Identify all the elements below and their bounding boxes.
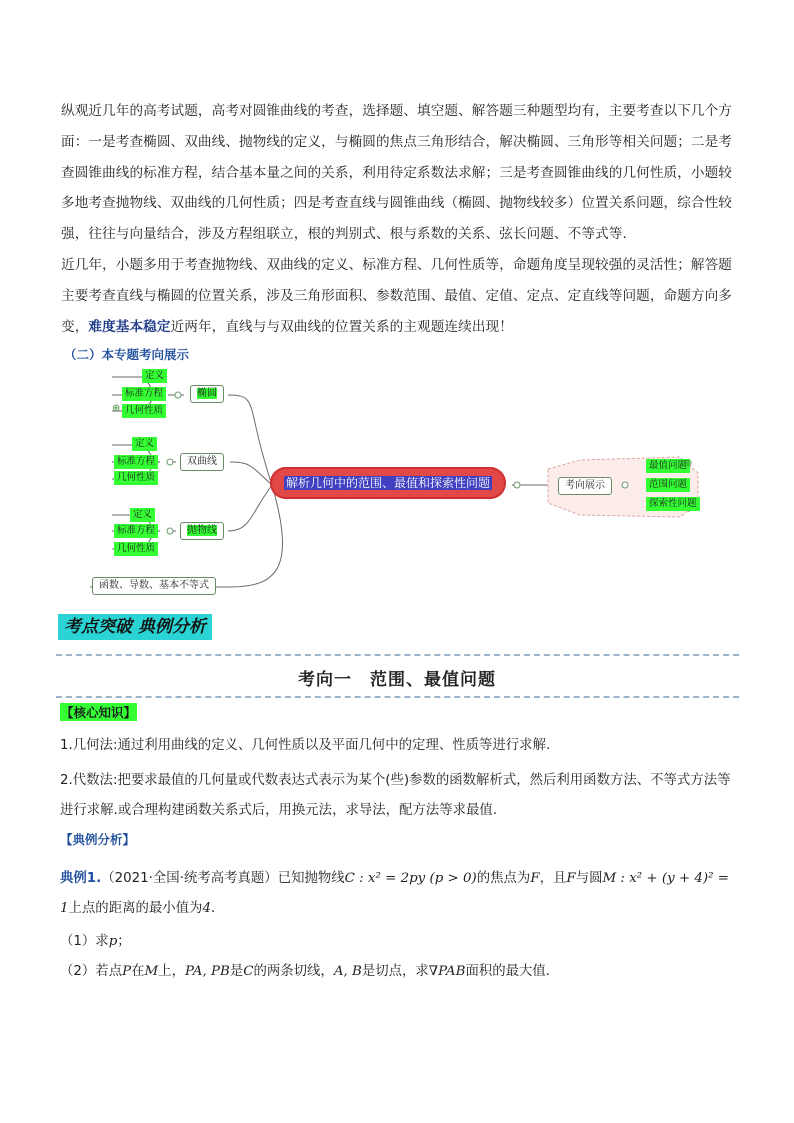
- ellipse-definition: 定义: [142, 369, 167, 383]
- focus-symbol: F: [566, 871, 576, 886]
- question-2: [60, 962, 740, 982]
- circle-equation: M : x² + (y + 4)² = 1: [60, 871, 729, 916]
- intro-p2-bold: 难度基本稳定: [88, 318, 171, 335]
- node-hyperbola: 双曲线: [180, 453, 224, 471]
- core-item-1: 1.几何法:通过利用曲线的定义、几何性质以及平面几何中的定理、性质等进行求解.: [60, 738, 551, 753]
- core-knowledge-tag: 【核心知识】: [61, 705, 137, 720]
- core-item-2: 2.代数法:把要求最值的几何量或代数表达式表示为某个(些)参数的函数解析式，然后利用函数方法、不等式方法等进行求解.或合理构建函数关系式后，用换元法，求导法，配方法等求最值.: [60, 773, 731, 818]
- node-parabola-label: 抛物线: [187, 525, 217, 536]
- node-function-inequality: 函数、导数、基本不等式: [92, 577, 216, 595]
- point-p: P: [122, 964, 132, 979]
- ellipse-properties: 几何性质: [122, 404, 166, 418]
- question-text: 面积的最大值．: [465, 964, 560, 979]
- expand-icon[interactable]: ⊕: [112, 403, 121, 414]
- mind-map: [0, 365, 794, 605]
- divider: [56, 654, 739, 656]
- question-text: ；: [117, 934, 131, 949]
- section-banner: 考点突破 典例分析: [58, 614, 212, 640]
- example-source: （2021·全国·统考高考真题）: [101, 871, 278, 886]
- tangent-points: A, B: [333, 964, 362, 979]
- min-distance-value: 4: [202, 901, 211, 916]
- intro-p2-tail: 近两年，直线与与双曲线的位置关系的主观题连续出现！: [170, 318, 513, 335]
- question-1: [60, 932, 740, 952]
- hyperbola-standard-equation: 标准方程: [114, 455, 158, 469]
- question-text: 上，: [158, 964, 185, 979]
- intro-p2-text: 近几年，小题多用于考查抛物线、双曲线的定义、标准方程、几何性质等，命题角度呈现较强的灵活性；解答题主要考查直线与椭圆的位置关系，涉及三角形面积、参数范围、最值、定值、定点、定直线等问题，命题方向多变，: [61, 256, 732, 335]
- example-tag: 【典例分析】: [60, 832, 136, 847]
- ellipse-standard-equation: 标准方程: [122, 387, 166, 401]
- example-text: 的焦点为: [476, 871, 531, 886]
- divider: [56, 696, 739, 698]
- circle-m: M: [144, 964, 159, 979]
- hyperbola-definition: 定义: [132, 437, 157, 451]
- intro-paragraph-2: [61, 250, 741, 342]
- example-text: 已知抛物线: [277, 871, 345, 886]
- example-text: ．: [210, 901, 225, 916]
- intro-text: [61, 96, 741, 342]
- node-ellipse-label: 椭圆: [197, 388, 217, 399]
- node-exam-directions: 考向展示: [558, 477, 612, 495]
- hyperbola-properties: 几何性质: [114, 471, 158, 485]
- example-text: ，且: [539, 871, 567, 886]
- focus-symbol: F: [530, 871, 540, 886]
- node-exploratory: 探索性问题: [646, 497, 700, 511]
- parabola-equation: C : x² = 2py (p > 0): [344, 871, 477, 886]
- central-topic: [270, 467, 506, 499]
- question-text: 在: [131, 964, 145, 979]
- question-text: 是: [229, 964, 244, 979]
- triangle-pab: ∇PAB: [428, 964, 466, 979]
- question-text: （1）求: [60, 934, 109, 949]
- node-max-min: 最值问题: [646, 459, 690, 473]
- question-text: 的两条切线，: [253, 964, 334, 979]
- parabola-definition: 定义: [130, 508, 155, 522]
- central-topic-label: 解析几何中的范围、最值和探索性问题: [286, 476, 491, 490]
- question-text: 是切点，求: [361, 964, 429, 979]
- example-problem: [60, 864, 740, 924]
- example-text: 与圆: [575, 871, 603, 886]
- param-p: p: [108, 934, 118, 949]
- parabola-properties: 几何性质: [114, 542, 158, 556]
- example-label: 典例1.: [60, 871, 102, 886]
- expand-icon[interactable]: ⊕: [684, 458, 693, 469]
- tangent-lines: PA, PB: [185, 964, 230, 979]
- parabola-c: C: [243, 964, 254, 979]
- node-ellipse: [190, 385, 224, 403]
- question-text: （2）若点: [60, 964, 123, 979]
- parabola-standard-equation: 标准方程: [114, 524, 158, 538]
- example-text: 上点的距离的最小值为: [68, 901, 203, 916]
- node-range: 范围问题: [646, 478, 690, 492]
- intro-paragraph-1: 纵观近几年的高考试题，高考对圆锥曲线的考查，选择题、填空题、解答题三种题型均有，主要考查以下几个方面：一是考查椭圆、双曲线、抛物线的定义，与椭圆的焦点三角形结合，解决椭圆、三角形等相关问题；二是考查圆锥曲线的标准方程，结合基本量之间的关系，利用待定系数法求解；三是考查圆锥曲线的几何性质，小题较多地考查抛物线、双曲线的几何性质；四是考查直线与圆锥曲线（椭圆、抛物线较多）位置关系问题，综合性较强，往往与向量结合，涉及方程组联立，根的判别式、根与系数的关系、弦长问题、不等式等.: [61, 103, 732, 243]
- section-heading: 考向一 范围、最值问题: [298, 670, 496, 690]
- node-parabola: [180, 522, 224, 540]
- section-label: （二）本专题考向展示: [64, 347, 190, 362]
